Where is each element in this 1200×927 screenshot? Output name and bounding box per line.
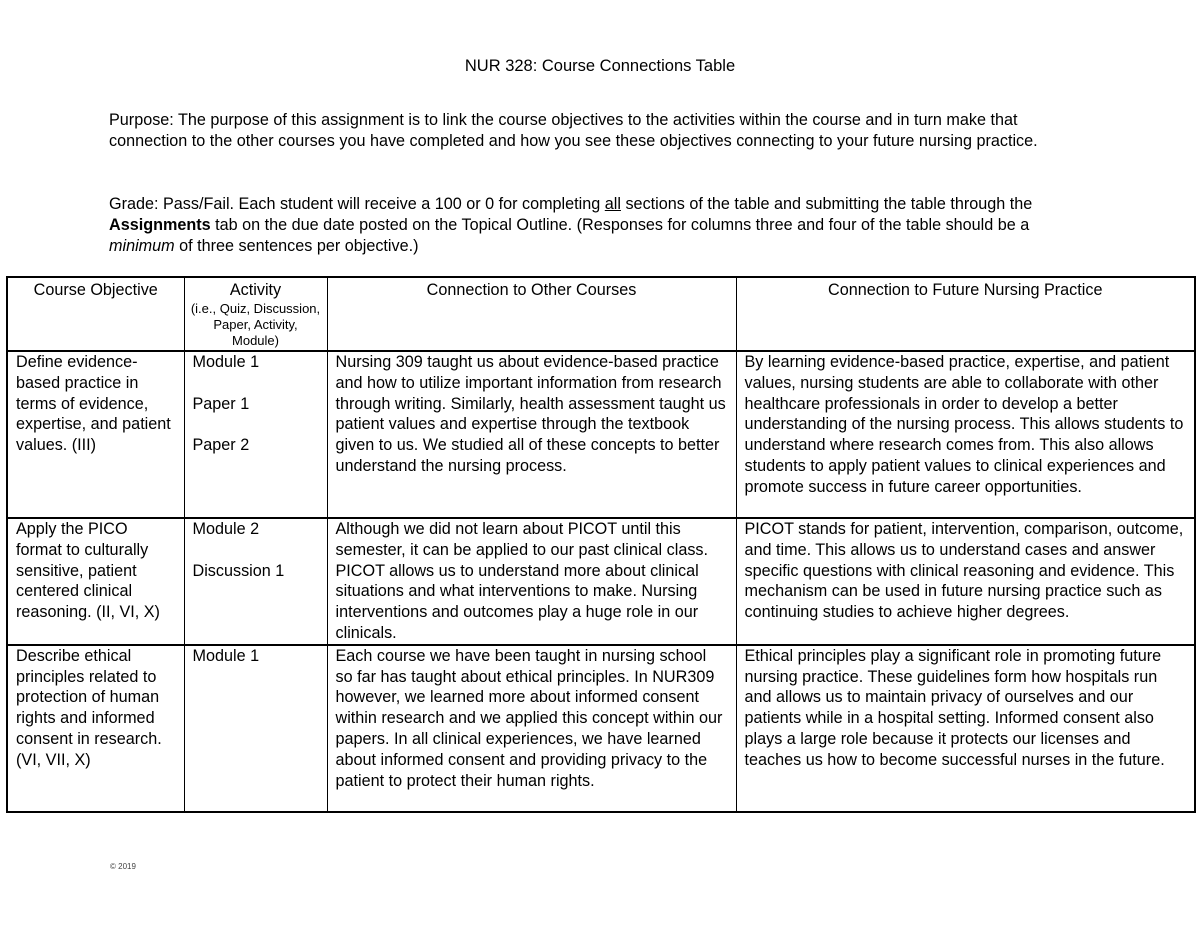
row-objective: Apply the PICO format to culturally sensitive, patient centered clinical reasoning. (II, VI, X) — [7, 518, 184, 645]
activity-item: Discussion 1 — [192, 561, 285, 580]
activity-item: Paper 2 — [192, 436, 250, 455]
activity-item: Module 2 — [192, 520, 260, 538]
activity-item: Module 1 — [192, 353, 260, 371]
grade-assignments: Assignments — [109, 216, 211, 234]
row-activity — [184, 351, 327, 518]
purpose-paragraph: Purpose: The purpose of this assignment is to link the course objectives to the activities within the course and in turn make that connection to the other courses you have completed and how you see these objectives connecting to your future nursing practice. — [109, 111, 1038, 150]
header-activity-label: Activity — [229, 281, 282, 299]
grade-text-2: sections of the table and submitting the table through the — [620, 195, 1033, 213]
row-other-courses: Although we did not learn about PICOT until this semester, it can be applied to our past clinical class. PICOT allows us to understand more about clinical situations and what interventions to make. Nursing interventions and outcomes play a huge role in our clinicals. — [327, 518, 736, 645]
grade-paragraph — [109, 194, 1069, 257]
activity-item: Paper 1 — [192, 394, 250, 413]
grade-text-1: Grade: Pass/Fail. Each student will receive a 100 or 0 for completing — [109, 195, 605, 213]
header-activity — [184, 277, 327, 351]
row-other-courses: Each course we have been taught in nursing school so far has taught about ethical principles. In NUR309 however, we learned more about informed consent within research and we applied this concept within our papers. In all clinical experiences, we have learned about informed consent and providing privacy to the patient to protect their human rights. — [327, 645, 736, 812]
table-header-row — [7, 277, 1195, 351]
row-activity — [184, 518, 327, 645]
header-other-courses: Connection to Other Courses — [327, 277, 736, 351]
grade-text-4: of three sentences per objective.) — [174, 237, 419, 255]
table-row — [7, 645, 1195, 812]
row-future-practice: PICOT stands for patient, intervention, comparison, outcome, and time. This allows us to understand cases and answer specific questions with clinical reasoning and evidence. This mechanism can be used in future nursing practice such as continuing studies to achieve higher degrees. — [736, 518, 1195, 645]
grade-minimum: minimum — [109, 237, 175, 255]
table-row — [7, 351, 1195, 518]
course-connections-table — [6, 276, 1196, 813]
grade-text-3: tab on the due date posted on the Topical Outline. (Responses for columns three and four of the table should be a — [210, 216, 1030, 234]
row-objective: Describe ethical principles related to protection of human rights and informed consent in research. (VI, VII, X) — [7, 645, 184, 812]
activity-item: Module 1 — [192, 646, 260, 665]
row-other-courses: Nursing 309 taught us about evidence-based practice and how to utilize important information from research through writing. Similarly, health assessment taught us patient values and expertise through the textbook given to us. We studied all of these concepts to better understand the nursing process. — [327, 351, 736, 518]
row-activity — [184, 645, 327, 812]
row-future-practice: By learning evidence-based practice, expertise, and patient values, nursing students are able to collaborate with other healthcare professionals in order to develop a better understanding of the nursing process. This allows students to understand where research comes from. This also allows students to apply patient values to clinical experiences and promote success in future career opportunities. — [736, 351, 1195, 518]
header-future-practice: Connection to Future Nursing Practice — [736, 277, 1195, 351]
table-row — [7, 518, 1195, 645]
header-activity-sub: (i.e., Quiz, Discussion, Paper, Activity, Module) — [190, 301, 321, 348]
grade-all: all — [604, 195, 621, 213]
row-objective: Define evidence-based practice in terms of evidence, expertise, and patient values. (III) — [7, 351, 184, 518]
row-future-practice: Ethical principles play a significant role in promoting future nursing practice. These guidelines form how hospitals run and allows us to maintain privacy of ourselves and our patients while in a hospital setting. Informed consent also plays a large role because it protects our licenses and teaches us how to become successful nurses in the future. — [736, 645, 1195, 812]
page-title: NUR 328: Course Connections Table — [464, 57, 736, 75]
copyright-footer: © 2019 — [110, 862, 136, 871]
header-course-objective: Course Objective — [7, 277, 184, 351]
